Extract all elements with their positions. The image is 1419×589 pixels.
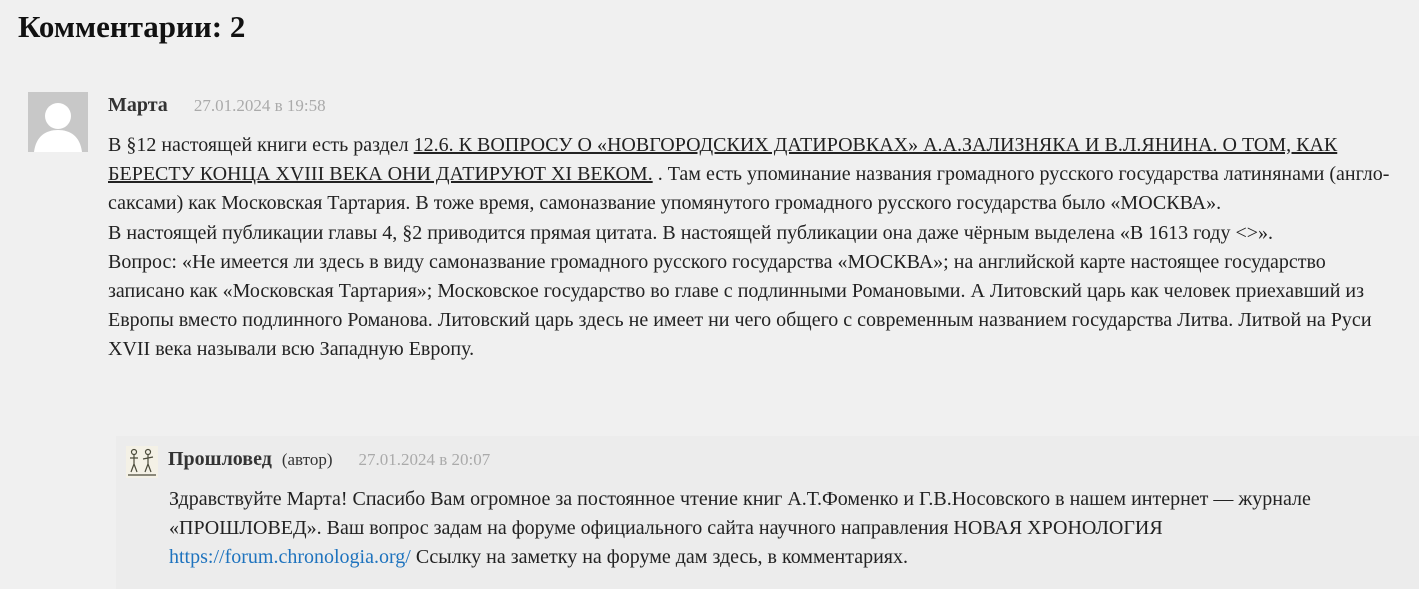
comment-text: Ссылку на заметку на форуме дам здесь, в комментариях. bbox=[410, 546, 908, 569]
comment-body bbox=[169, 485, 1399, 573]
comment-paragraph bbox=[108, 131, 1398, 219]
author-badge: (автор) bbox=[281, 450, 333, 469]
comment-text: Здравствуйте Марта! Спасибо Вам огромное за постоянное чтение книг А.Т.Фоменко и Г.В.Носовского в нашем интернет — журнале «ПРОШЛОВЕД». Ваш вопрос задам на форуме официального сайта научного направления НОВАЯ ХРОНОЛОГИЯ bbox=[169, 488, 1311, 540]
comments-heading: Комментарии: 2 bbox=[18, 9, 246, 44]
user-silhouette-icon bbox=[28, 92, 88, 152]
comment-text: . Там есть упоминание названия громадного русского государства латинянами (англо-саксами) как Московская Тартария. В тоже время, самоназвание упомянутого громадного русского государства было «МОСКВА». bbox=[108, 163, 1390, 215]
comment-author: Прошловед bbox=[168, 448, 272, 470]
comment-paragraph: В настоящей публикации главы 4, §2 приводится прямая цитата. В настоящей публикации она даже чёрным выделена «В 1613 году <>». bbox=[108, 221, 1274, 244]
comment-body bbox=[108, 131, 1398, 365]
forum-link[interactable]: https://forum.chronologia.org/ bbox=[169, 546, 411, 569]
comment-author: Марта bbox=[108, 94, 168, 116]
avatar bbox=[28, 92, 88, 152]
comment-meta bbox=[168, 448, 490, 471]
comment-text: В §12 настоящей книги есть раздел bbox=[108, 134, 414, 156]
section-link[interactable]: 12.6. К ВОПРОСУ О «НОВГОРОДСКИХ ДАТИРОВКАХ» А.А.ЗАЛИЗНЯКА И В.Л.ЯНИНА. О ТОМ, КАК БЕРЕСТУ КОНЦА XVIII ВЕКА ОНИ ДАТИРУЮТ XI ВЕКОМ. bbox=[108, 134, 1338, 186]
avatar bbox=[126, 446, 158, 478]
figures-drawing-icon bbox=[126, 446, 158, 478]
comment-meta bbox=[108, 94, 326, 117]
comment-date[interactable]: 27.01.2024 в 20:07 bbox=[358, 450, 491, 469]
comment-paragraph: Вопрос: «Не имеется ли здесь в виду самоназвание громадного русского государства «МОСКВА»; на английской карте настоящее государство записано как «Московская Тартария»; Московское государство во главе с подлинными Романовыми. А Литовский царь как человек приехавший из Европы вместо подлинного Романова. Литовский царь здесь не имеет ни чего общего с современным названием государства Литва. Литвой на Руси XVII века называли всю Западную Европу. bbox=[108, 250, 1372, 361]
comment-reply-proshloved bbox=[116, 436, 1419, 589]
comment-date[interactable]: 27.01.2024 в 19:58 bbox=[193, 96, 326, 115]
